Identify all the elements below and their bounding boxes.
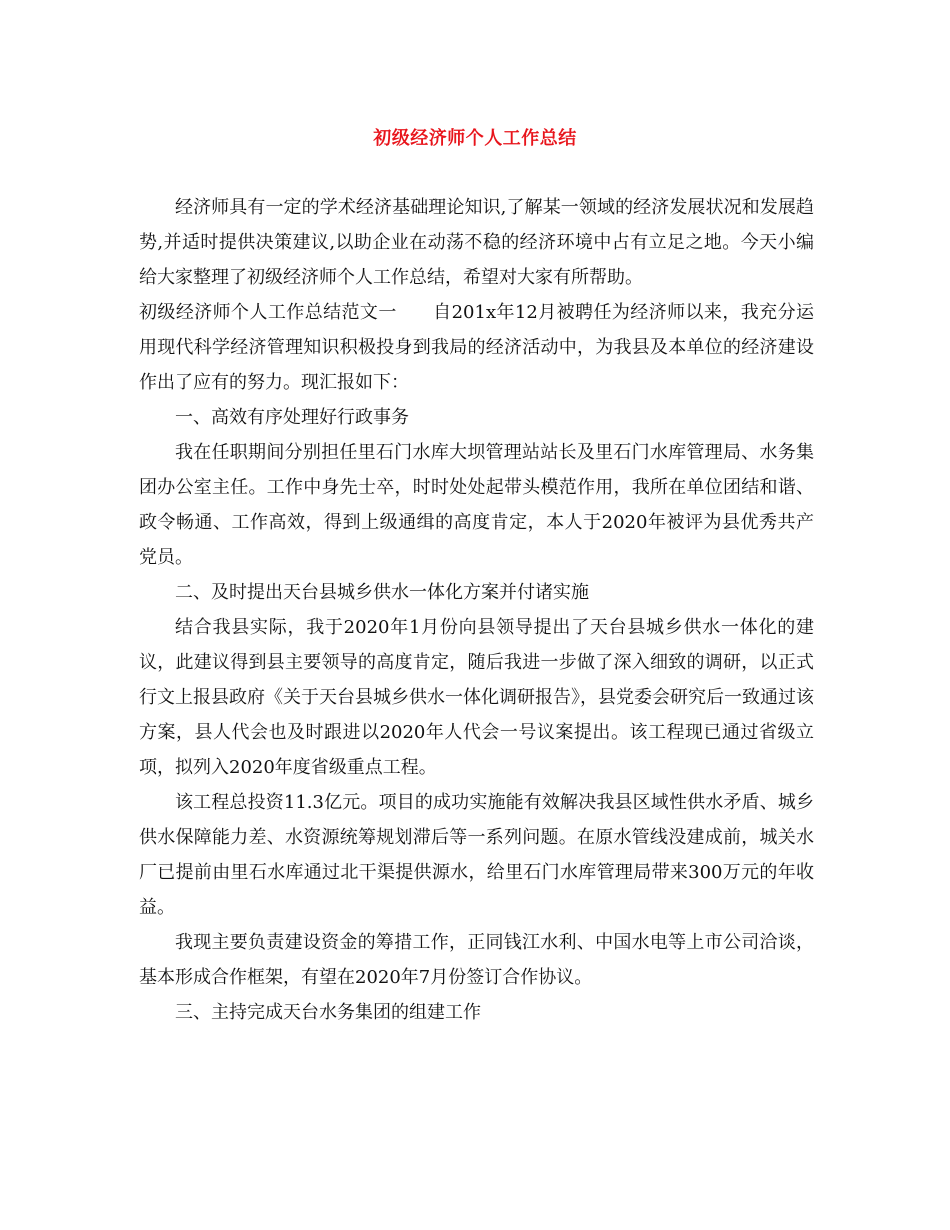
section-1-heading: 一、高效有序处理好行政事务 — [175, 407, 409, 428]
document-body — [139, 190, 814, 1030]
sample-paragraph — [139, 295, 814, 400]
section-2-heading: 二、及时提出天台县城乡供水一体化方案并付诸实施 — [175, 582, 589, 603]
intro-paragraph: 经济师具有一定的学术经济基础理论知识,了解某一领域的经济发展状况和发展趋势,并适时提供决策建议,以助企业在动荡不稳的经济环境中占有立足之地。今天小编给大家整理了初级经济师个人工作总结，希望对大家有所帮助。 — [139, 197, 814, 288]
sample-heading: 初级经济师个人工作总结范文一 — [139, 302, 397, 323]
sample-first-text: 自201x年12月被聘任为经济师以来，我充分运用现代科学经济管理知识积极投身到我局的经济活动中，为我县及本单位的经济建设作出了应有的努力。现汇报如下： — [139, 302, 814, 393]
section-3-heading: 三、主持完成天台水务集团的组建工作 — [175, 1002, 481, 1023]
section-2-paragraph-2: 该工程总投资11.3亿元。项目的成功实施能有效解决我县区域性供水矛盾、城乡供水保障能力差、水资源统筹规划滞后等一系列问题。在原水管线没建成前，城关水厂已提前由里石水库通过北干渠提供源水，给里石门水库管理局带来300万元的年收益。 — [139, 792, 814, 918]
section-2-paragraph-3: 我现主要负责建设资金的筹措工作，正同钱江水利、中国水电等上市公司洽谈，基本形成合作框架，有望在2020年7月份签订合作协议。 — [139, 932, 814, 988]
section-2-paragraph-1: 结合我县实际，我于2020年1月份向县领导提出了天台县城乡供水一体化的建议，此建议得到县主要领导的高度肯定，随后我进一步做了深入细致的调研，以正式行文上报县政府《关于天台县城乡供水一体化调研报告》，县党委会研究后一致通过该方案，县人代会也及时跟进以2020年人代会一号议案提出。该工程现已通过省级立项，拟列入2020年度省级重点工程。 — [139, 617, 814, 778]
section-1-paragraph-1: 我在任职期间分别担任里石门水库大坝管理站站长及里石门水库管理局、水务集团办公室主任。工作中身先士卒，时时处处起带头模范作用，我所在单位团结和谐、政令畅通、工作高效，得到上级通缉的高度肯定，本人于2020年被评为县优秀共产党员。 — [139, 442, 814, 568]
document-title: 初级经济师个人工作总结 — [373, 128, 577, 149]
